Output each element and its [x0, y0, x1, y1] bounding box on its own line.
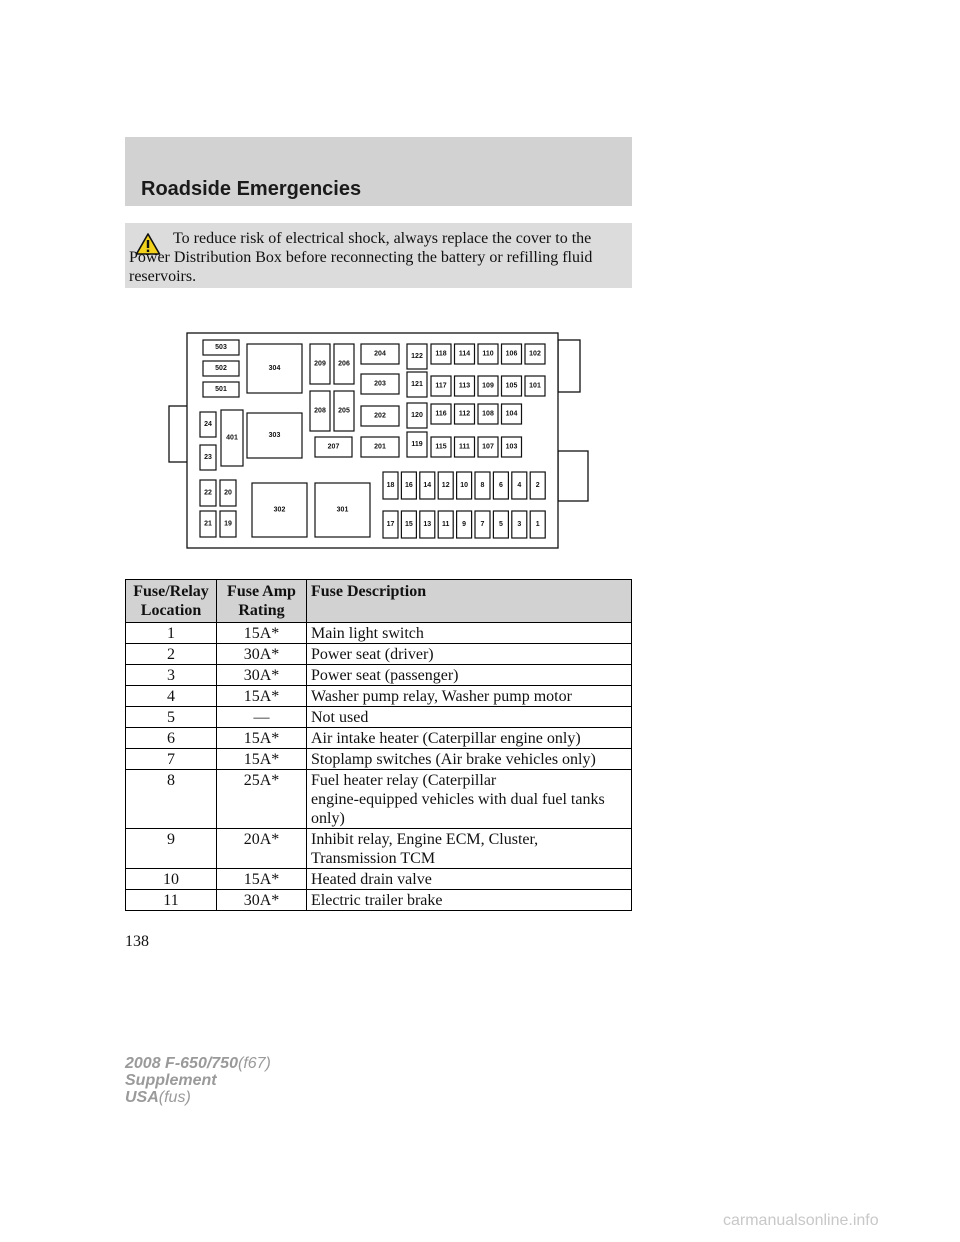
table-header-row [126, 580, 632, 623]
table-row [126, 623, 632, 644]
fuse-description-line: Not used [311, 709, 369, 726]
fuse-label-9: 9 [462, 521, 467, 528]
fuse-table [125, 579, 632, 911]
fuse-description-line: engine-equipped vehicles with dual fuel tanks [311, 791, 605, 808]
fuse-description [307, 686, 632, 707]
fuse-rating: 20A* [217, 829, 307, 869]
fuse-rating: — [217, 707, 307, 728]
fuse-description-line: Air intake heater (Caterpillar engine only) [311, 730, 581, 747]
fuse-label-16: 16 [405, 482, 413, 489]
location-column-header [126, 580, 217, 623]
fuse-label-303: 303 [268, 432, 281, 439]
fuse-location: 10 [126, 869, 217, 890]
fuse-description-line: Transmission TCM [311, 850, 436, 867]
rating-header-line2: Rating [238, 602, 285, 619]
location-header-line2: Location [140, 602, 202, 619]
fuse-label-502: 502 [215, 365, 227, 372]
document-footer [125, 1055, 271, 1106]
fuse-label-20: 20 [224, 489, 232, 497]
fuse-label-22: 22 [204, 489, 212, 497]
fuse-description-line: Fuel heater relay (Caterpillar [311, 772, 497, 789]
fuse-rating: 15A* [217, 728, 307, 749]
footer-model-code: (f67) [237, 1055, 271, 1072]
fuse-label-19: 19 [224, 520, 232, 528]
fuse-description-line: Washer pump relay, Washer pump motor [311, 688, 572, 705]
fuse-description [307, 829, 632, 869]
fuse-description [307, 770, 632, 829]
fuse-label-118: 118 [435, 350, 447, 358]
fuse-label-104: 104 [505, 410, 518, 418]
table-row [126, 686, 632, 707]
fuse-label-3: 3 [517, 521, 522, 528]
fuse-description [307, 869, 632, 890]
warning-box [125, 223, 632, 288]
fuse-label-11: 11 [441, 521, 450, 528]
fuse-location: 8 [126, 770, 217, 829]
section-title: Roadside Emergencies [141, 178, 362, 200]
footer-line-3 [125, 1089, 271, 1106]
fuse-label-7: 7 [480, 521, 485, 528]
fuse-label-18: 18 [386, 482, 395, 489]
fuse-label-209: 209 [314, 360, 326, 368]
fuse-location: 9 [126, 829, 217, 869]
table-row [126, 749, 632, 770]
warning-text: To reduce risk of electrical shock, always replace the cover to the Power Distribution Box before reconnecting the battery or refilling fluid reservoirs. [129, 230, 593, 285]
fuse-label-12: 12 [441, 482, 450, 489]
fuse-description [307, 644, 632, 665]
fuse-label-503: 503 [215, 344, 227, 351]
fuse-label-10: 10 [460, 482, 468, 489]
fuse-description-line: Stoplamp switches (Air brake vehicles only) [311, 751, 596, 768]
fuse-label-4: 4 [517, 482, 522, 489]
fuse-description [307, 749, 632, 770]
footer-market-code: (fus) [158, 1089, 191, 1106]
fuse-label-17: 17 [386, 521, 395, 528]
fuse-rating: 15A* [217, 749, 307, 770]
table-row [126, 869, 632, 890]
fuse-label-120: 120 [411, 412, 423, 419]
table-row [126, 728, 632, 749]
fuse-label-21: 21 [204, 520, 212, 528]
fuse-location: 7 [126, 749, 217, 770]
table-row [126, 770, 632, 829]
fuse-label-111: 111 [459, 443, 470, 451]
fuse-label-1: 1 [535, 521, 540, 528]
fuse-description-line: Main light switch [311, 625, 424, 642]
fuse-label-5: 5 [498, 521, 503, 528]
page-number: 138 [125, 933, 149, 950]
fuse-label-2: 2 [535, 482, 540, 489]
fuse-label-202: 202 [374, 412, 386, 420]
fuse-label-501: 501 [215, 386, 227, 393]
fuse-description-line: Power seat (driver) [311, 646, 434, 663]
fuse-label-110: 110 [482, 350, 494, 358]
fuse-description-line: Inhibit relay, Engine ECM, Cluster, [311, 831, 539, 848]
fuse-rating: 30A* [217, 665, 307, 686]
table-row [126, 644, 632, 665]
fuse-label-203: 203 [374, 380, 386, 388]
fuse-label-108: 108 [482, 410, 494, 418]
fuse-location: 4 [126, 686, 217, 707]
fuse-label-208: 208 [314, 407, 326, 415]
fuse-label-15: 15 [405, 521, 413, 528]
fuse-label-401: 401 [226, 434, 238, 442]
fuse-label-204: 204 [374, 350, 386, 358]
fuse-description-line: Power seat (passenger) [311, 667, 459, 684]
power-distribution-box-diagram [165, 330, 595, 557]
table-row [126, 665, 632, 686]
fuse-label-6: 6 [498, 482, 503, 489]
fuse-label-101: 101 [529, 382, 541, 390]
fuse-label-205: 205 [338, 407, 350, 415]
fuse-rating: 15A* [217, 869, 307, 890]
fuse-location: 3 [126, 665, 217, 686]
fuse-label-105: 105 [505, 382, 518, 390]
fuse-label-103: 103 [505, 443, 518, 451]
fuse-label-23: 23 [204, 454, 212, 461]
fuse-label-301: 301 [336, 506, 349, 514]
fuse-label-114: 114 [458, 350, 471, 358]
fuse-location: 2 [126, 644, 217, 665]
fuse-label-113: 113 [458, 382, 471, 390]
fuse-label-115: 115 [435, 443, 447, 451]
fuse-description [307, 890, 632, 911]
fuse-description [307, 707, 632, 728]
fuse-label-112: 112 [458, 410, 471, 418]
fuse-description [307, 665, 632, 686]
fuse-label-14: 14 [423, 482, 432, 489]
table-row [126, 707, 632, 728]
fuse-description-line: only) [311, 810, 345, 827]
fuse-description-line: Electric trailer brake [311, 892, 443, 909]
fuse-location: 6 [126, 728, 217, 749]
section-header-band [125, 137, 632, 206]
fuse-box-svg [165, 330, 595, 552]
table-row [126, 890, 632, 911]
fuse-location: 5 [126, 707, 217, 728]
fuse-label-8: 8 [480, 482, 485, 489]
footer-model: 2008 F-650/750 [125, 1055, 238, 1072]
fuse-description [307, 623, 632, 644]
fuse-label-13: 13 [423, 521, 432, 528]
fuse-description [307, 728, 632, 749]
fuse-label-119: 119 [411, 441, 423, 448]
footer-line-2: Supplement [125, 1072, 217, 1089]
fuse-location: 11 [126, 890, 217, 911]
footer-line-1 [125, 1055, 271, 1072]
fuse-rating: 15A* [217, 686, 307, 707]
fuse-label-207: 207 [327, 443, 340, 451]
fuse-label-121: 121 [411, 381, 423, 388]
watermark: carmanualsonline.info [723, 1212, 879, 1229]
fuse-rating: 30A* [217, 644, 307, 665]
fuse-label-304: 304 [268, 365, 281, 372]
fuse-label-122: 122 [411, 353, 423, 360]
fuse-label-24: 24 [204, 421, 212, 428]
rating-column-header [217, 580, 307, 623]
fuse-label-206: 206 [338, 360, 350, 368]
rating-header-line1: Fuse Amp [227, 583, 296, 600]
fuse-label-109: 109 [482, 382, 494, 390]
fuse-label-102: 102 [529, 350, 541, 358]
location-header-line1: Fuse/Relay [133, 583, 209, 600]
fuse-label-201: 201 [374, 443, 386, 451]
fuse-label-117: 117 [435, 382, 447, 390]
fuse-label-116: 116 [435, 410, 447, 418]
fuse-location: 1 [126, 623, 217, 644]
footer-market: USA [125, 1089, 159, 1106]
fuse-label-107: 107 [482, 443, 494, 451]
fuse-rating: 25A* [217, 770, 307, 829]
fuse-rating: 15A* [217, 623, 307, 644]
fuse-label-302: 302 [273, 506, 286, 514]
table-row [126, 829, 632, 869]
description-column-header: Fuse Description [307, 580, 632, 623]
fuse-description-line: Heated drain valve [311, 871, 432, 888]
fuse-rating: 30A* [217, 890, 307, 911]
fuse-label-106: 106 [505, 350, 518, 358]
